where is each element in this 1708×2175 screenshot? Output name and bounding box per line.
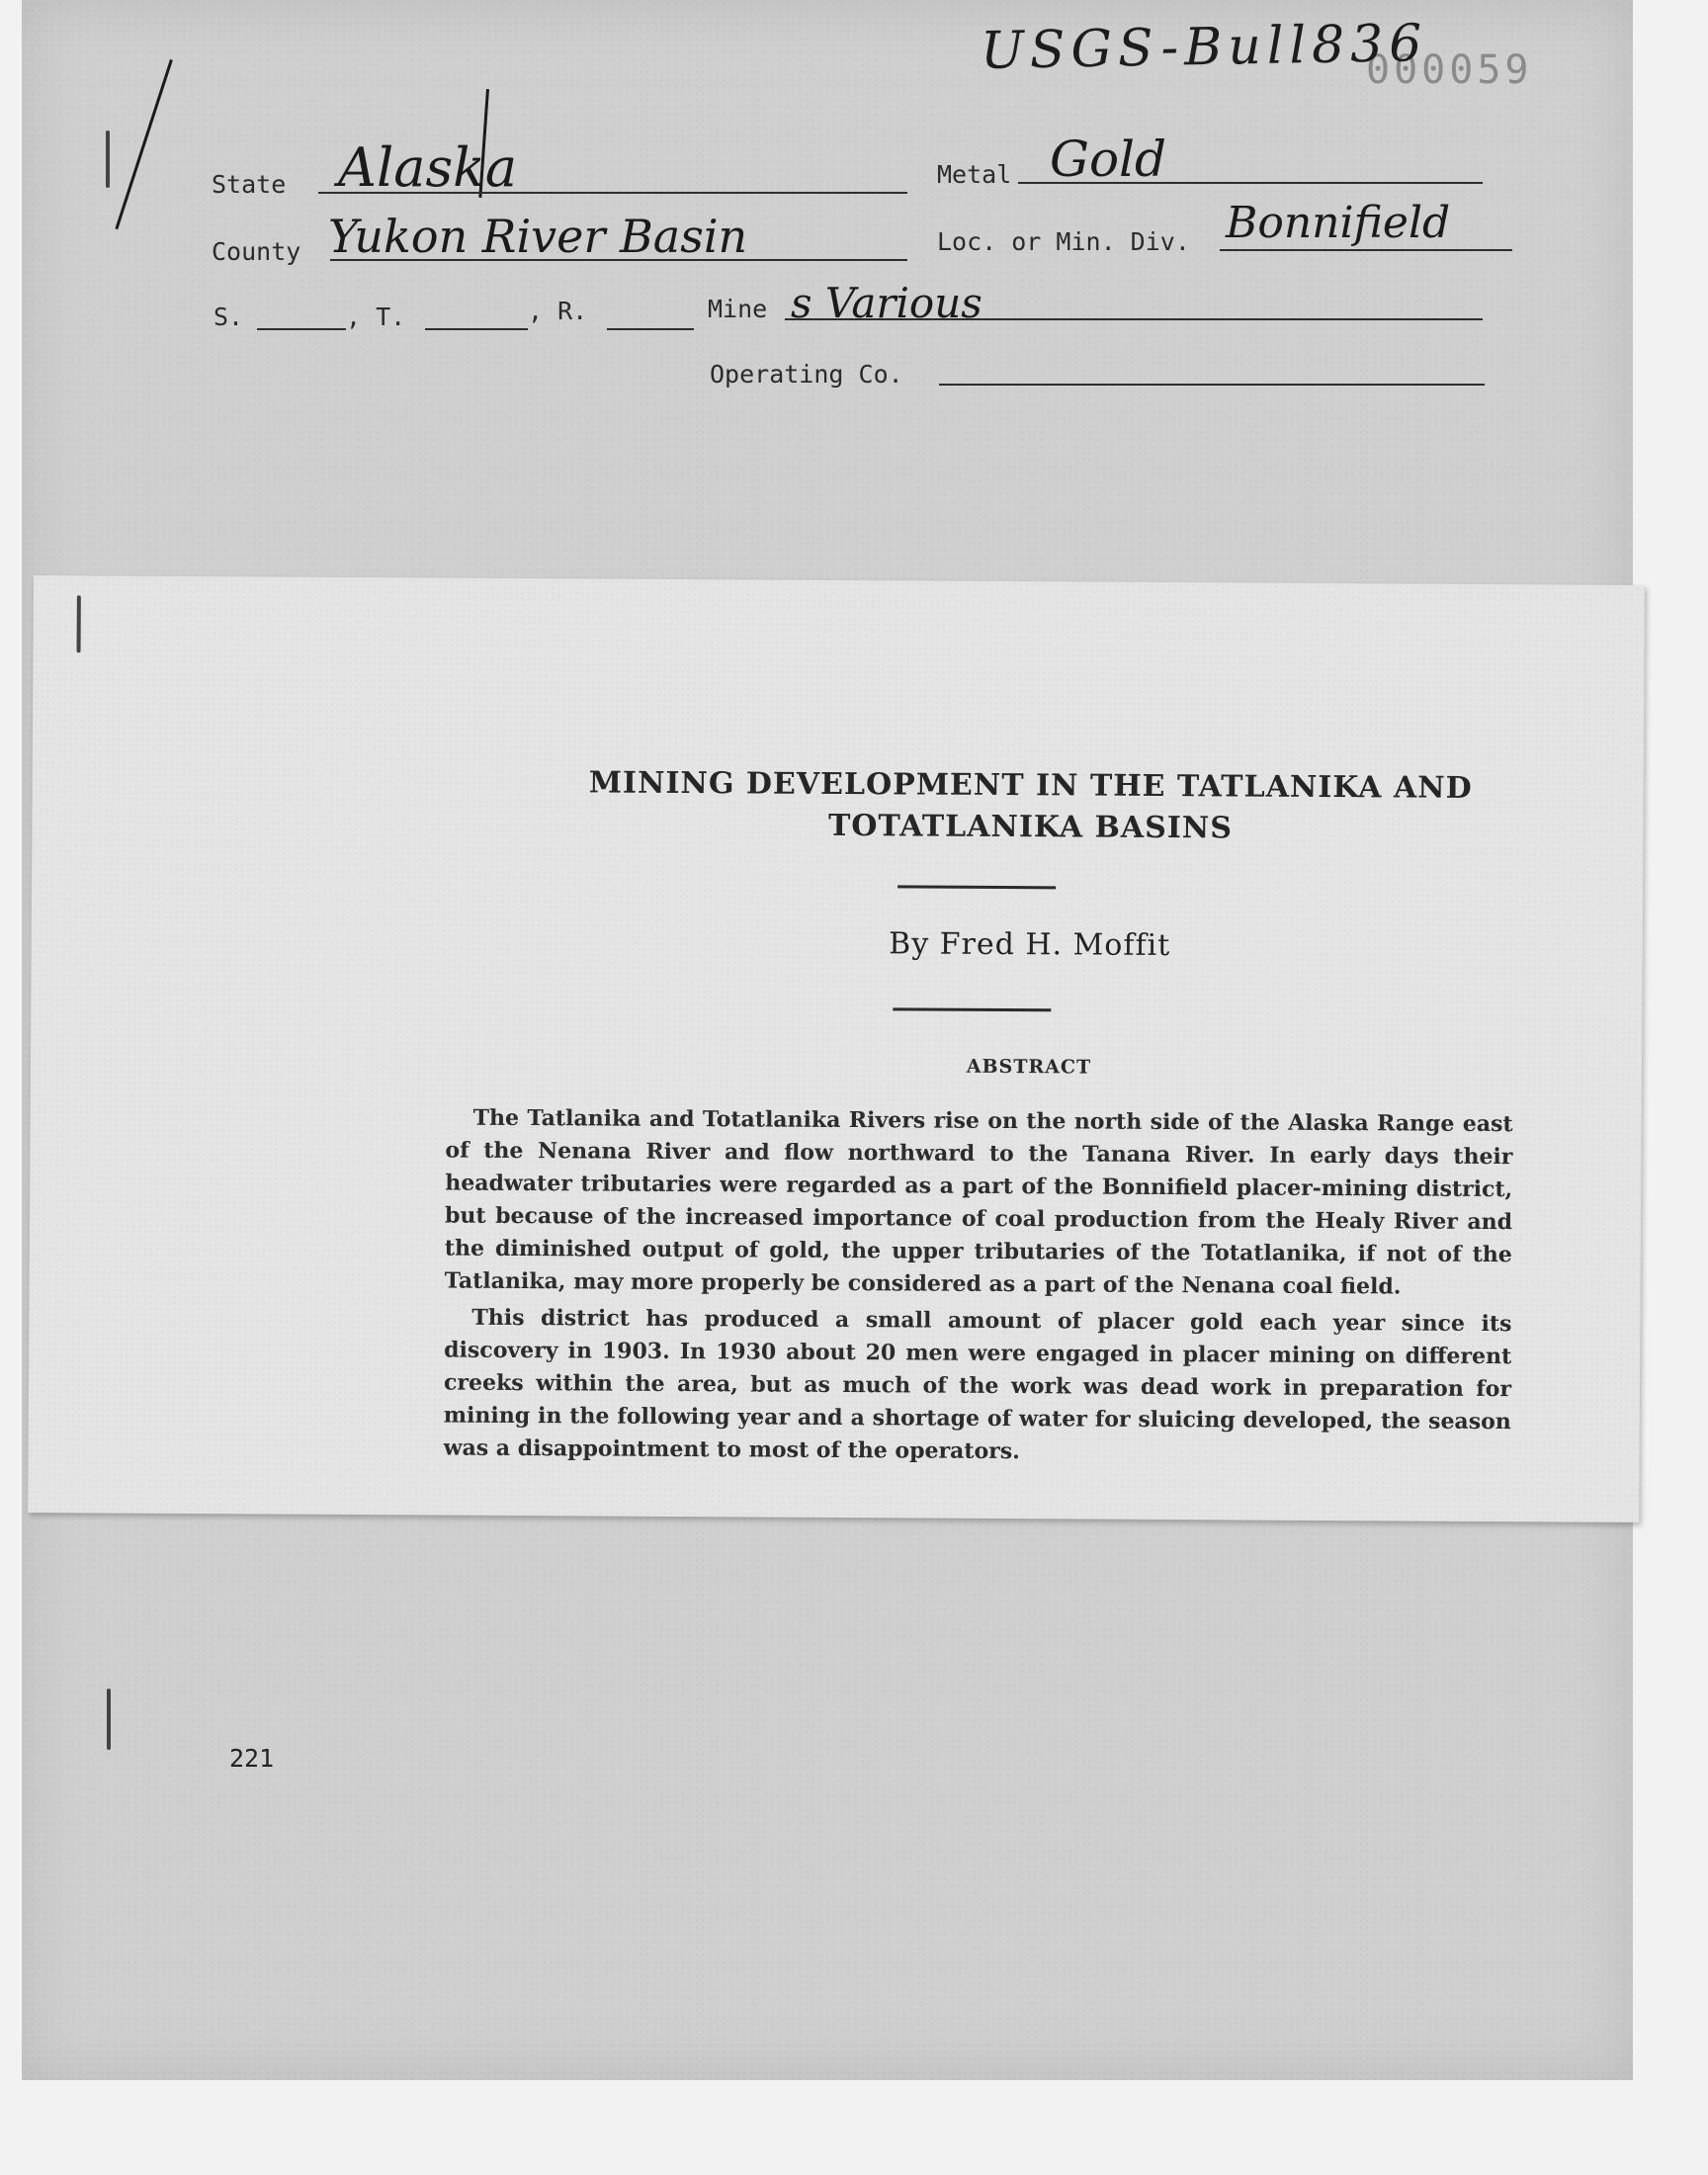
article-title: MINING DEVELOPMENT IN THE TATLANIKA AND TOTATLANIKA BASINS	[588, 765, 1473, 846]
township-line	[425, 328, 528, 330]
county-label: County	[212, 237, 301, 266]
binder-mark	[77, 595, 81, 652]
handwritten-reference-note: USGS-Bull836	[980, 14, 1428, 81]
section-label: S.	[214, 303, 244, 331]
abstract-paragraph: The Tatlanika and Totatlanika Rivers rise on the north side of the Alaska Range east of the Nenana River and flow northward to the Tanana River. In early days their headwater tributaries were regarded as a part of the Bonnifield placer-mining district, but because of the increased importance of coal production from the Healy River and the diminished output of gold, the upper tributaries of the Totatlanika, if not of the Tatlanika, may more properly be considered as a part of the Nenana coal field.	[444, 1104, 1513, 1300]
binder-mark	[106, 130, 110, 188]
range-line	[607, 328, 694, 330]
range-label: , R.	[528, 297, 588, 325]
byline-rule	[893, 1007, 1051, 1011]
card-number: 000059	[1366, 47, 1533, 93]
loc-value: Bonnifield	[1226, 198, 1451, 248]
state-label: State	[212, 170, 287, 199]
township-label: , T.	[346, 303, 406, 331]
loc-label: Loc. or Min. Div.	[937, 227, 1190, 256]
operating-co-line	[939, 384, 1485, 386]
article-byline: By Fred H. Moffit	[889, 926, 1171, 964]
pencil-mark	[115, 59, 172, 229]
article-clipping	[28, 575, 1645, 1522]
mine-value: s Various	[791, 279, 982, 327]
operating-co-label: Operating Co.	[710, 360, 903, 389]
abstract-paragraph: This district has produced a small amount of placer gold each year since its discovery in 1903. In 1930 about 20 men were engaged in placer mining on different creeks within the area, but as much of the work was dead work in preparation for mining in the following year and a shortage of water for sluicing developed, the season was a disappointment to most of the operators.	[443, 1304, 1512, 1465]
title-rule	[897, 885, 1056, 889]
metal-label: Metal	[937, 160, 1012, 189]
loc-line	[1220, 249, 1512, 251]
state-value: Alaska	[338, 136, 518, 199]
abstract-heading: ABSTRACT	[966, 1055, 1092, 1079]
county-value: Yukon River Basin	[328, 210, 748, 263]
abstract-body	[443, 1102, 1512, 1476]
mine-label: Mine	[708, 295, 768, 323]
metal-value: Gold	[1050, 130, 1167, 188]
section-line	[257, 328, 346, 330]
binder-mark	[107, 1689, 111, 1750]
page-number: 221	[229, 1744, 275, 1773]
